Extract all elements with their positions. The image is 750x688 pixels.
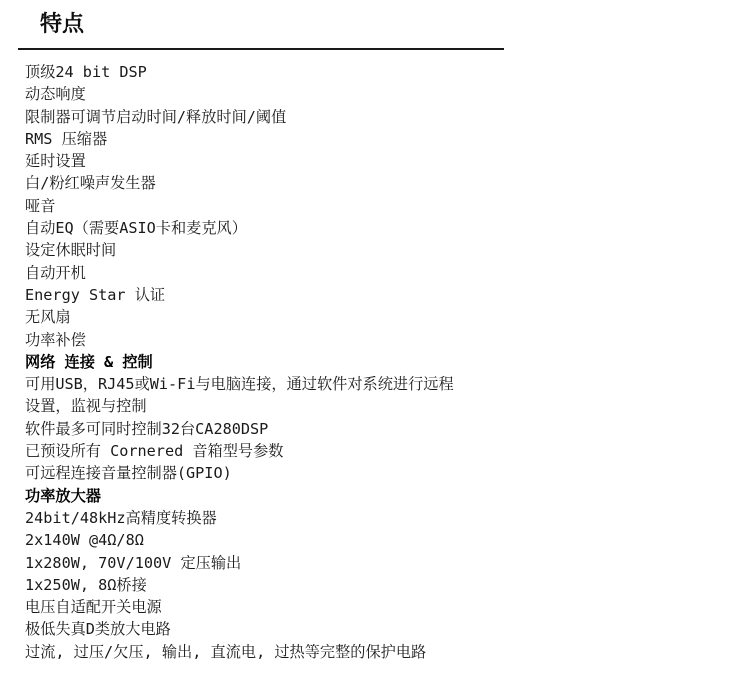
feature-subheading: 网络 连接 & 控制 — [25, 352, 153, 371]
feature-item: 哑音 — [25, 196, 56, 215]
feature-item: 电压自适配开关电源 — [25, 598, 162, 617]
feature-item: 24bit/48kHz高精度转换器 — [25, 508, 217, 527]
feature-item: 动态响度 — [25, 85, 86, 104]
feature-item: 自动EQ（需要ASIO卡和麦克风） — [25, 219, 247, 238]
feature-item: 可用USB，RJ45或Wi-Fi与电脑连接，通过软件对系统进行远程 — [25, 375, 454, 394]
feature-item: 无风扇 — [25, 308, 71, 327]
feature-item: 已预设所有 Cornered 音箱型号参数 — [25, 442, 284, 461]
feature-item: 顶级24 bit DSP — [25, 63, 147, 81]
feature-item: 1x250W, 8Ω桥接 — [25, 575, 147, 594]
feature-item: 可远程连接音量控制器(GPIO) — [25, 464, 232, 483]
feature-item: 设定休眠时间 — [25, 241, 117, 260]
feature-item: 设置，监视与控制 — [25, 397, 147, 416]
section-header — [18, 8, 504, 50]
feature-item: 限制器可调节启动时间/释放时间/阈值 — [25, 107, 287, 126]
feature-item: 白/粉红噪声发生器 — [25, 174, 156, 193]
feature-item: 自动开机 — [25, 263, 86, 282]
feature-item: 功率补偿 — [25, 330, 86, 349]
feature-item: 极低失真D类放大电路 — [25, 620, 171, 639]
feature-subheading: 功率放大器 — [25, 486, 101, 505]
section-title: 特点 — [40, 12, 85, 37]
feature-item: 2x140W @4Ω/8Ω — [25, 531, 144, 550]
feature-item: 1x280W, 70V/100V 定压输出 — [25, 553, 242, 572]
feature-list — [25, 61, 725, 663]
feature-item: Energy Star 认证 — [25, 285, 166, 304]
feature-item: 软件最多可同时控制32台CA280DSP — [25, 419, 269, 438]
feature-item: 延时设置 — [25, 152, 86, 171]
feature-item: RMS 压缩器 — [25, 129, 108, 148]
title-divider — [18, 48, 504, 50]
feature-item: 过流, 过压/欠压, 输出, 直流电, 过热等完整的保护电路 — [25, 642, 427, 661]
